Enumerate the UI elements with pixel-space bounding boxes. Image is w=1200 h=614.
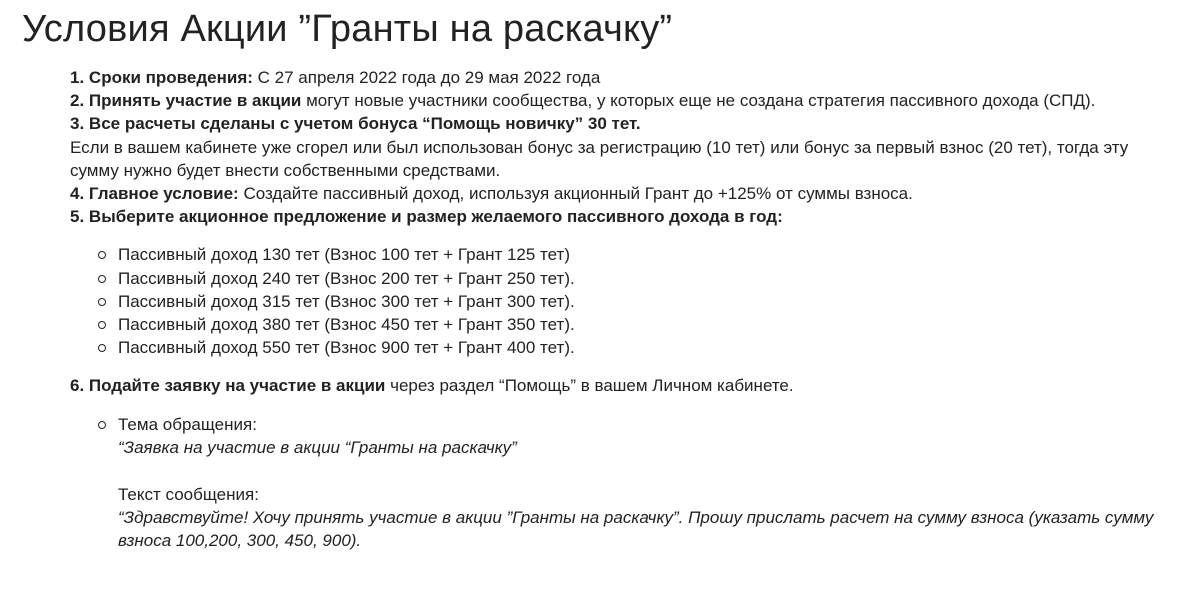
condition-5-heading: 5. Выберите акционное предложение и размер желаемого пассивного дохода в год: xyxy=(70,207,783,227)
offers-list xyxy=(70,243,1170,359)
conditions-content xyxy=(70,66,1170,553)
subject-label: Тема обращения: xyxy=(118,414,257,434)
condition-4-text: Создайте пассивный доход, используя акционный Грант до +125% от суммы взноса. xyxy=(238,184,913,204)
subject-value: “Заявка на участие в акции “Гранты на раскачку” xyxy=(118,437,517,457)
condition-1-text: С 27 апреля 2022 года до 29 мая 2022 года xyxy=(252,68,601,87)
list-item: Пассивный доход 315 тет (Взнос 300 тет + Грант 300 тет). xyxy=(98,290,1170,313)
condition-5 xyxy=(70,205,1170,228)
request-details-list xyxy=(70,413,1170,553)
page-title: Условия Акции ”Гранты на раскачку” xyxy=(22,8,673,50)
condition-3 xyxy=(70,112,1170,135)
condition-4 xyxy=(70,182,1170,205)
list-item: Пассивный доход 380 тет (Взнос 450 тет + Грант 350 тет). xyxy=(98,313,1170,336)
list-item: Пассивный доход 240 тет (Взнос 200 тет + Грант 250 тет). xyxy=(98,267,1170,290)
condition-4-heading: 4. Главное условие: xyxy=(70,184,239,204)
condition-1 xyxy=(70,66,1170,89)
message-label: Текст сообщения: xyxy=(118,485,259,505)
condition-3-heading: 3. Все расчеты сделаны с учетом бонуса “Помощь новичку” 30 тет. xyxy=(70,114,641,134)
condition-6-heading: 6. Подайте заявку на участие в акции xyxy=(70,376,386,396)
message-value: “Здравствуйте! Хочу принять участие в акции ”Гранты на раскачку”. Прошу прислать расчет на сумму взноса (указать сумму взноса 100,200, 300, 450, 900). xyxy=(118,508,1154,551)
list-item xyxy=(98,413,1170,553)
condition-3-note: Если в вашем кабинете уже сгорел или был использован бонус за регистрацию (10 тет) или бонус за первый взнос (20 тет), тогда эту сумму нужно будет внести собственными средствами. xyxy=(70,137,1129,180)
condition-6-text: через раздел “Помощь” в вашем Личном кабинете. xyxy=(385,376,794,396)
condition-2 xyxy=(70,89,1170,112)
condition-2-text: могут новые участники сообщества, у которых еще не создана стратегия пассивного дохода (СПД). xyxy=(301,91,1096,111)
condition-1-heading: 1. Сроки проведения: xyxy=(70,68,253,87)
list-item: Пассивный доход 550 тет (Взнос 900 тет + Грант 400 тет). xyxy=(98,336,1170,359)
condition-6 xyxy=(70,374,1170,397)
condition-2-heading: 2. Принять участие в акции xyxy=(70,91,302,111)
list-item: Пассивный доход 130 тет (Взнос 100 тет + Грант 125 тет) xyxy=(98,243,1170,266)
